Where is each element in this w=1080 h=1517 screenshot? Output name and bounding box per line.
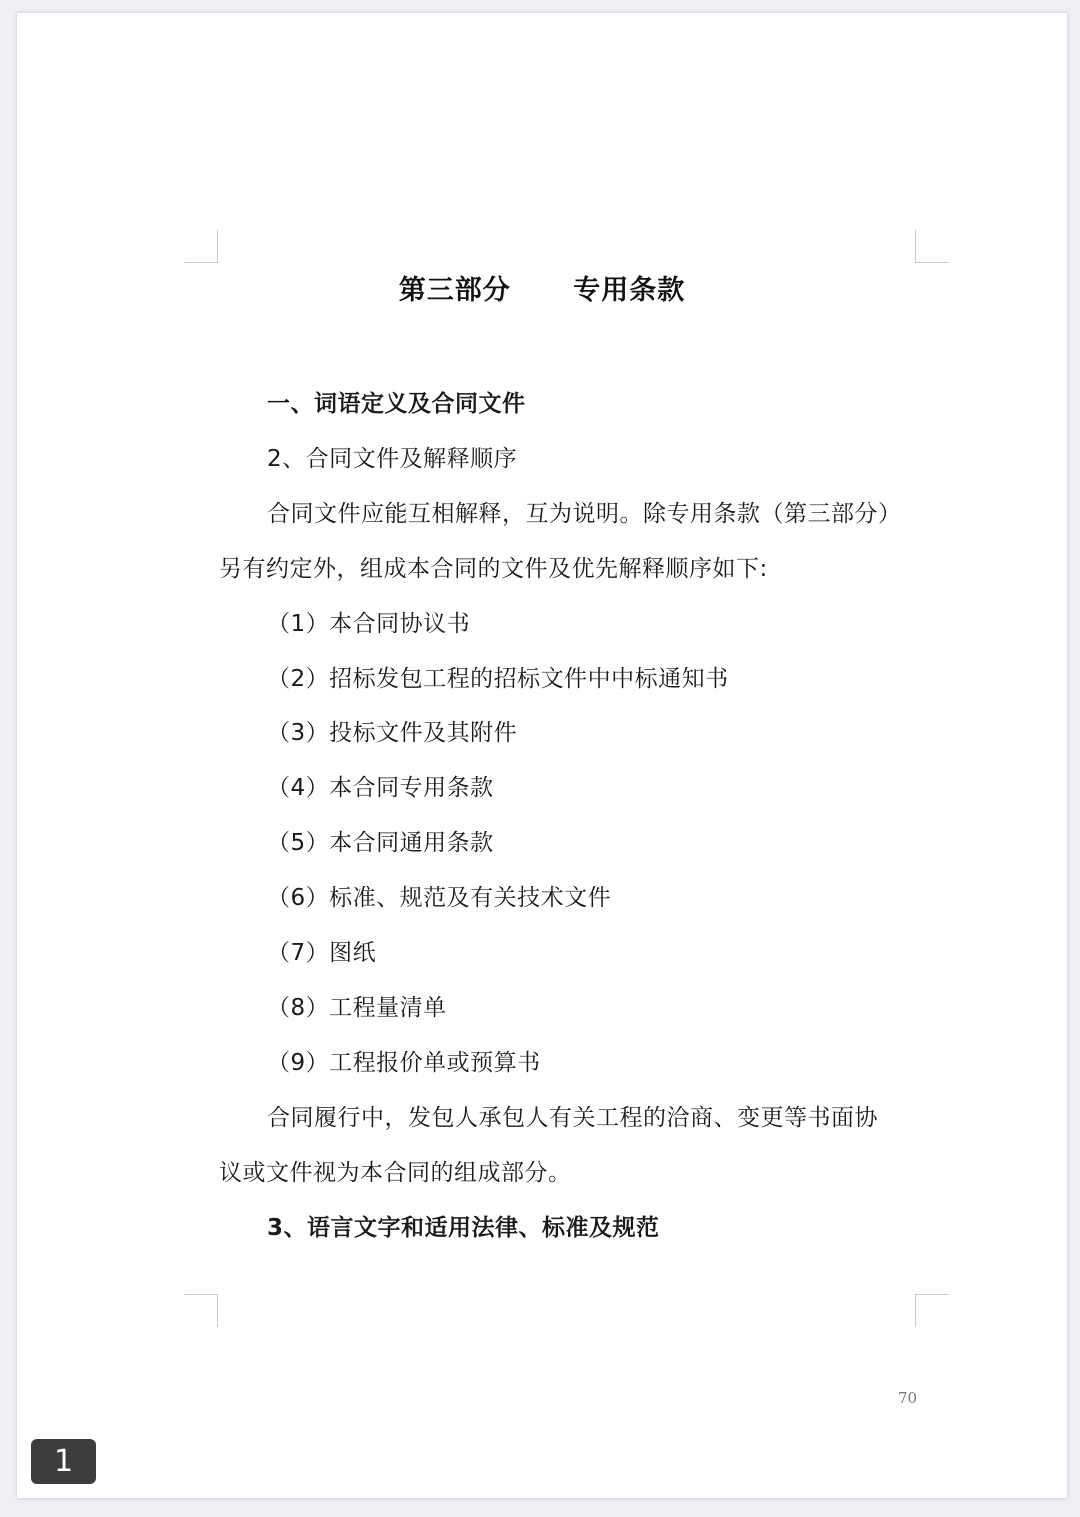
list-item: （9）工程报价单或预算书: [267, 1050, 541, 1076]
section-heading: 3、语言文字和适用法律、标准及规范: [267, 1215, 660, 1241]
list-item: （8）工程量清单: [267, 995, 447, 1021]
document-title: 第三部分 专用条款: [398, 275, 686, 306]
page-number: 70: [898, 1389, 918, 1407]
document-page: [17, 13, 1067, 1498]
paragraph-line: 另有约定外，组成本合同的文件及优先解释顺序如下:: [219, 556, 768, 582]
list-item: （6）标准、规范及有关技术文件: [267, 885, 612, 911]
subsection-heading: 2、合同文件及解释顺序: [267, 446, 518, 472]
paragraph-line: 合同文件应能互相解释，互为说明。除专用条款（第三部分）: [267, 501, 902, 527]
section-heading: 一、词语定义及合同文件: [267, 391, 526, 417]
list-item: （7）图纸: [267, 940, 377, 966]
margin-corner-top-left: [185, 230, 218, 263]
list-item: （3）投标文件及其附件: [267, 720, 518, 746]
margin-corner-bottom-right: [915, 1294, 948, 1327]
paragraph-line: 合同履行中，发包人承包人有关工程的洽商、变更等书面协: [267, 1105, 878, 1131]
margin-corner-bottom-left: [185, 1294, 218, 1327]
current-page-badge[interactable]: 1: [31, 1439, 96, 1484]
paragraph-line: 议或文件视为本合同的组成部分。: [219, 1160, 572, 1186]
list-item: （5）本合同通用条款: [267, 830, 494, 856]
list-item: （2）招标发包工程的招标文件中中标通知书: [267, 666, 729, 692]
margin-corner-top-right: [915, 230, 948, 263]
list-item: （4）本合同专用条款: [267, 775, 494, 801]
list-item: （1）本合同协议书: [267, 611, 471, 637]
